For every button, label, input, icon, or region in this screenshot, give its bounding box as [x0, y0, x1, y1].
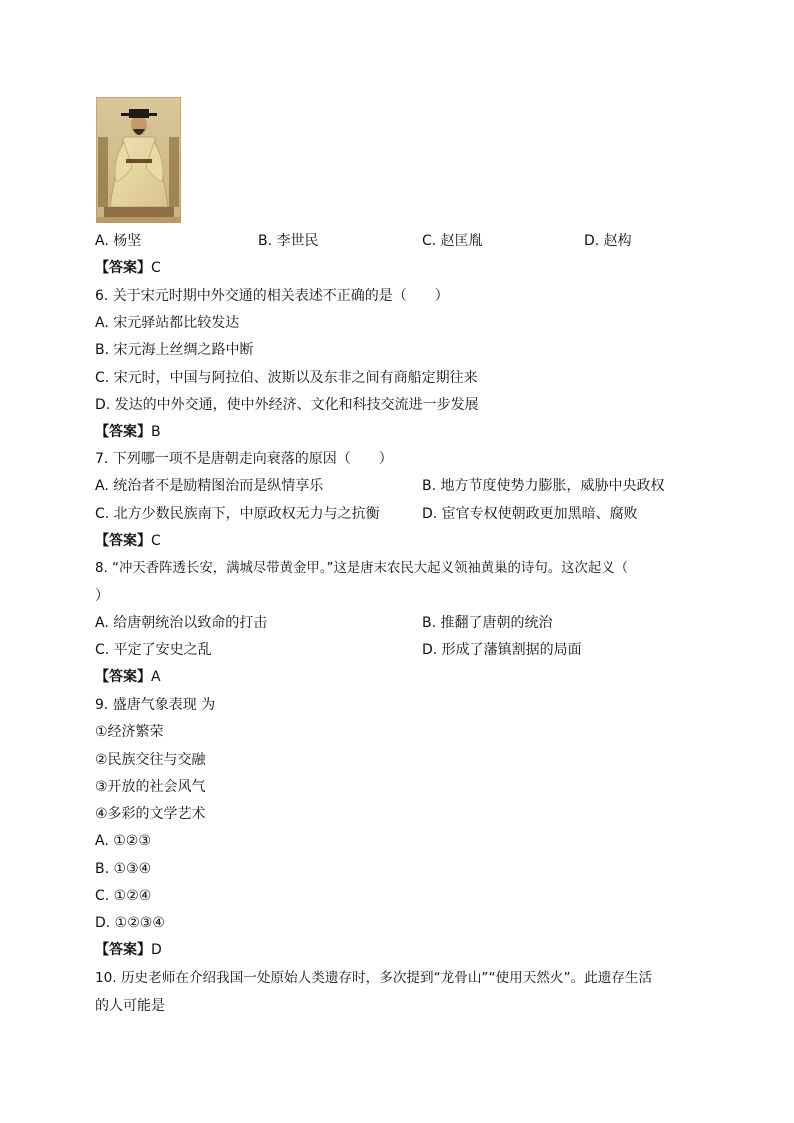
- q8-answer: [95, 668, 161, 686]
- answer-value: C: [151, 533, 161, 549]
- answer-tag: 【答案】: [95, 669, 151, 685]
- q7-answer: [95, 532, 161, 550]
- q7-option-c: C. 北方少数民族南下，中原政权无力与之抗衡: [95, 506, 380, 522]
- q6-option-d: D. 发达的中外交通，使中外经济、文化和科技交流进一步发展: [95, 397, 479, 413]
- q5-answer: [95, 259, 161, 277]
- answer-tag: 【答案】: [95, 424, 151, 440]
- q9-option-a: A. ①②③: [95, 833, 151, 849]
- q9-option-d: D. ①②③④: [95, 915, 165, 931]
- answer-tag: 【答案】: [95, 942, 151, 958]
- q9-option-c: C. ①②④: [95, 888, 152, 904]
- q9-item-2: ②民族交往与交融: [95, 752, 206, 768]
- q9-item-1: ①经济繁荣: [95, 724, 164, 740]
- q9-item-3: ③开放的社会风气: [95, 779, 206, 795]
- q10-stem-line2: 的人可能是: [95, 998, 165, 1014]
- q9-stem: 9. 盛唐气象表现 为: [95, 697, 216, 713]
- q6-option-b: B. 宋元海上丝绸之路中断: [95, 342, 254, 358]
- q10-stem-line1: 10. 历史老师在介绍我国一处原始人类遗存时，多次提到“龙骨山”“使用天然火”。此遗存生活: [95, 970, 653, 986]
- q8-option-d: D. 形成了藩镇割据的局面: [422, 642, 582, 658]
- q8-stem-line2: ）: [95, 588, 109, 604]
- q5-option-b: B. 李世民: [258, 233, 319, 249]
- answer-tag: 【答案】: [95, 533, 151, 549]
- q6-stem: 6. 关于宋元时期中外交通的相关表述不正确的是（ ）: [95, 288, 449, 304]
- q7-stem: 7. 下列哪一项不是唐朝走向衰落的原因（ ）: [95, 451, 393, 467]
- q6-answer: [95, 423, 161, 441]
- q8-option-c: C. 平定了安史之乱: [95, 642, 212, 658]
- q9-option-b: B. ①③④: [95, 861, 152, 877]
- answer-value: C: [151, 260, 161, 276]
- answer-tag: 【答案】: [95, 260, 151, 276]
- answer-value: A: [151, 669, 161, 685]
- q5-option-a: A. 杨坚: [95, 233, 142, 249]
- q5-option-d: D. 赵构: [584, 233, 632, 249]
- q7-option-d: D. 宦官专权使朝政更加黑暗、腐败: [422, 506, 638, 522]
- answer-value: D: [151, 942, 162, 958]
- q9-answer: [95, 941, 162, 959]
- q8-stem-line1: 8. “冲天香阵透长安，满城尽带黄金甲。”这是唐末农民大起义领袖黄巢的诗句。这次起义（: [95, 561, 629, 576]
- q7-option-b: B. 地方节度使势力膨胀，威胁中央政权: [422, 478, 665, 494]
- q6-option-a: A. 宋元驿站都比较发达: [95, 315, 240, 331]
- answer-value: B: [151, 424, 161, 440]
- emperor-portrait-image: [96, 97, 181, 223]
- q6-option-c: C. 宋元时，中国与阿拉伯、波斯以及东非之间有商船定期往来: [95, 370, 478, 386]
- q8-option-a: A. 给唐朝统治以致命的打击: [95, 615, 268, 631]
- q7-option-a: A. 统治者不是励精图治而是纵情享乐: [95, 478, 324, 494]
- q5-option-c: C. 赵匡胤: [422, 233, 483, 249]
- q9-item-4: ④多彩的文学艺术: [95, 806, 206, 822]
- q8-option-b: B. 推翻了唐朝的统治: [422, 615, 553, 631]
